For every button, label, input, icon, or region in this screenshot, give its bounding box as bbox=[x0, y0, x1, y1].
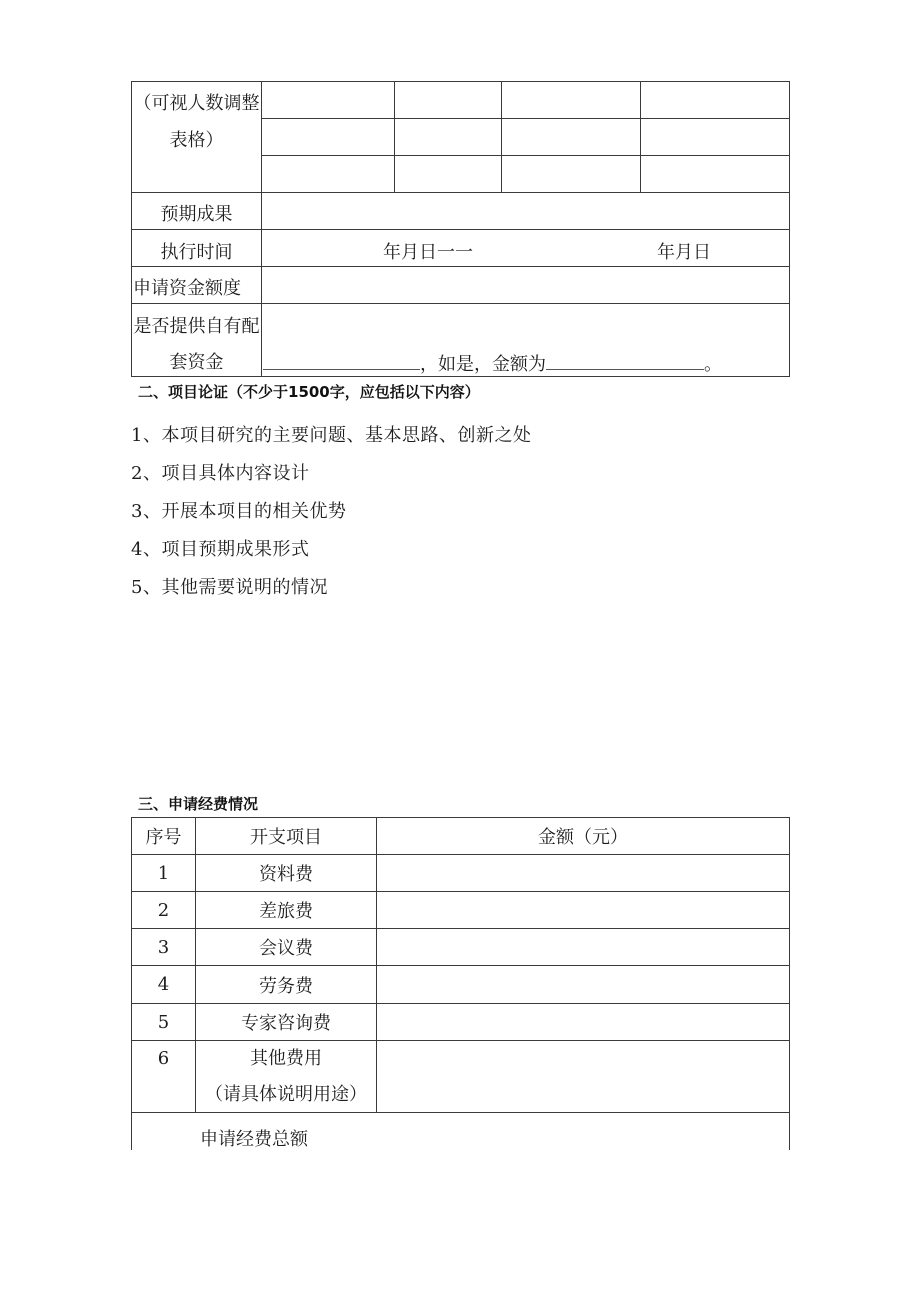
self-funding-label-cell bbox=[131, 303, 262, 377]
section2-list bbox=[131, 417, 531, 607]
funding-amount-label: 申请资金额度 bbox=[133, 277, 241, 299]
row-item-cell bbox=[195, 928, 377, 966]
self-funding-label-line1: 是否提供自有配 bbox=[133, 316, 260, 337]
row-item: 会议费 bbox=[259, 938, 313, 959]
other-expenses-line2: （请具体说明用途） bbox=[205, 1084, 367, 1105]
row-item-cell bbox=[195, 1003, 377, 1041]
header-amount-cell bbox=[376, 817, 790, 855]
other-expenses-label bbox=[196, 1041, 376, 1113]
exec-time-value-cell bbox=[261, 229, 790, 267]
row-no: 6 bbox=[157, 1048, 170, 1069]
self-funding-fill-line bbox=[263, 345, 722, 383]
list-item: 3、开展本项目的相关优势 bbox=[131, 501, 347, 522]
member-table-cell bbox=[640, 81, 790, 119]
adjust-table-label-line2: 表格） bbox=[169, 130, 224, 151]
expected-results-value-cell bbox=[261, 192, 790, 230]
header-no-cell bbox=[131, 817, 196, 855]
amount-blank-underline bbox=[546, 345, 704, 370]
row-item-cell bbox=[195, 1040, 377, 1113]
member-table-cell bbox=[261, 118, 395, 156]
self-funding-label bbox=[132, 304, 261, 381]
row-no: 2 bbox=[157, 899, 170, 921]
row-no: 3 bbox=[157, 936, 170, 958]
row-no-cell bbox=[131, 965, 196, 1004]
member-table-cell bbox=[394, 81, 502, 119]
member-table-cell bbox=[261, 155, 395, 193]
funding-amount-label-cell bbox=[131, 266, 262, 304]
section3-heading: 三、申请经费情况 bbox=[138, 795, 259, 813]
self-funding-value-cell bbox=[261, 303, 790, 377]
self-funding-label-line2: 套资金 bbox=[169, 352, 224, 373]
list-item: 2、项目具体内容设计 bbox=[131, 463, 310, 484]
list-item: 4、项目预期成果形式 bbox=[131, 539, 310, 560]
exec-time-start: 年月日一一 bbox=[383, 242, 473, 263]
member-table-cell bbox=[261, 81, 395, 119]
row-no: 5 bbox=[157, 1011, 170, 1033]
header-no: 序号 bbox=[145, 827, 182, 848]
section2-heading: 二、项目论证（不少于1500字，应包括以下内容） bbox=[138, 383, 480, 401]
list-item: 1、本项目研究的主要问题、基本思路、创新之处 bbox=[131, 425, 532, 446]
row-no-cell bbox=[131, 891, 196, 929]
member-table-cell bbox=[640, 118, 790, 156]
member-table-cell bbox=[501, 81, 641, 119]
row-no-cell bbox=[131, 928, 196, 966]
other-expenses-line1: 其他费用 bbox=[250, 1048, 322, 1069]
row-item: 劳务费 bbox=[259, 975, 313, 997]
header-amount: 金额（元） bbox=[538, 827, 628, 848]
member-table-cell bbox=[501, 155, 641, 193]
self-funding-middle-text: ，如是，金额为 bbox=[420, 354, 546, 375]
amount-cell bbox=[376, 854, 790, 892]
exec-time-label-cell bbox=[131, 229, 262, 267]
header-item: 开支项目 bbox=[250, 827, 322, 848]
row-no-cell bbox=[131, 1003, 196, 1041]
row-item: 差旅费 bbox=[259, 901, 313, 922]
member-table-cell bbox=[501, 118, 641, 156]
row-no: 1 bbox=[157, 862, 170, 884]
row-item-cell bbox=[195, 891, 377, 929]
list-item: 5、其他需要说明的情况 bbox=[131, 577, 328, 598]
row-item-cell bbox=[195, 965, 377, 1004]
row-no-stack bbox=[132, 1041, 195, 1077]
amount-cell bbox=[376, 928, 790, 966]
adjust-table-label bbox=[132, 82, 261, 159]
row-item-cell bbox=[195, 854, 377, 892]
total-label: 申请经费总额 bbox=[200, 1129, 308, 1150]
amount-cell bbox=[376, 1003, 790, 1041]
row-no-cell bbox=[131, 1040, 196, 1113]
row-no: 4 bbox=[157, 974, 170, 995]
row-no-cell bbox=[131, 854, 196, 892]
header-item-cell bbox=[195, 817, 377, 855]
exec-time-end: 年月日 bbox=[657, 242, 711, 263]
expected-results-label: 预期成果 bbox=[160, 203, 233, 225]
funding-amount-value-cell bbox=[261, 266, 790, 304]
blank-underline bbox=[263, 345, 420, 370]
amount-cell bbox=[376, 1040, 790, 1113]
expected-results-label-cell bbox=[131, 192, 262, 230]
row-item: 资料费 bbox=[259, 864, 313, 885]
exec-time-label: 执行时间 bbox=[160, 241, 233, 263]
adjust-table-label-cell bbox=[131, 81, 262, 193]
amount-cell bbox=[376, 965, 790, 1004]
row-item: 专家咨询费 bbox=[241, 1013, 331, 1034]
adjust-table-label-line1: （可视人数调整 bbox=[133, 93, 260, 114]
amount-cell bbox=[376, 891, 790, 929]
member-table-cell bbox=[640, 155, 790, 193]
member-table-cell bbox=[394, 155, 502, 193]
total-row-cell bbox=[131, 1112, 790, 1150]
self-funding-end-text: 。 bbox=[704, 354, 722, 375]
member-table-cell bbox=[394, 118, 502, 156]
